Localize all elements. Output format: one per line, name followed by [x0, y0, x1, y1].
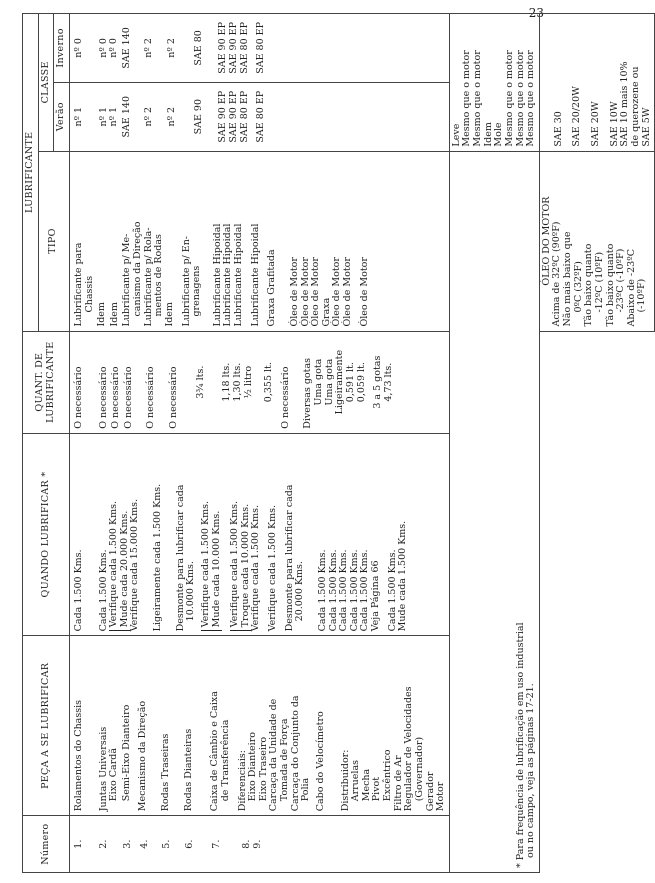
tipo-item: Óleo de Motor	[331, 257, 343, 327]
peca-item: Rodas Traseiras	[160, 733, 171, 812]
classe-misc-item: Mesmo que o motor	[525, 50, 537, 147]
peca-item: Diferenciais:	[236, 750, 248, 812]
quando-item: Cada 1.500 Kms.	[327, 549, 339, 632]
peca-item: Rodas Dianteiras	[182, 728, 194, 812]
tipo-column	[69, 151, 449, 331]
quant-item: 3¾ lts.	[194, 365, 206, 399]
tipo-item: Lubrificante Hipoidal	[233, 223, 244, 327]
quant-item: O necessário	[122, 366, 134, 429]
row-number: 3.	[122, 839, 134, 849]
quando-item: Troque cada 10.000 Kms.	[239, 503, 251, 628]
header-inverno: Inverno	[54, 14, 70, 83]
quant-item: Uma gota	[323, 358, 335, 406]
tipo-item: Lubrificante para	[72, 242, 84, 327]
quando-item: Cada 1.500 Kms.	[386, 549, 398, 632]
quando-brace	[201, 501, 222, 631]
oleo-grade: SAE 5W	[640, 107, 652, 147]
quant-item: 4,73 lts.	[382, 362, 394, 402]
inverno-item: nº 2	[143, 38, 155, 58]
quando-item: Verifique cada 15.000 Kms.	[129, 498, 141, 632]
peca-item: Carcaça da Unidade de	[268, 698, 280, 812]
numero-column	[69, 816, 449, 873]
footnote-cell	[449, 151, 539, 872]
peca-item: Mecanismo da Direção	[137, 700, 149, 812]
tipo-item: Lubrificante Hipoidal	[222, 223, 234, 327]
classe-misc-item: Mesmo que o motor	[503, 50, 515, 147]
peca-item: Regulador de Velocidades	[403, 686, 415, 812]
oleo-grade: SAE 30	[552, 111, 564, 147]
peca-item: Excêntrico	[382, 749, 393, 802]
tipo-item: Óleo de Motor	[288, 257, 300, 327]
classe-misc-item: Mesmo que o motor	[514, 50, 526, 147]
oleo-condition: -23ºC (-10ºF)	[615, 248, 627, 313]
tipo-item: Óleo de Motor	[299, 257, 311, 327]
oleo-grade: SAE 10 mais 10%	[619, 61, 631, 147]
tipo-item: Graxa Grafitada	[266, 249, 278, 327]
row-number: 2.	[97, 839, 109, 849]
peca-item: Juntas Universais	[97, 726, 109, 812]
row-number: 1.	[72, 839, 84, 849]
quant-item: 0,355 lt.	[263, 362, 275, 403]
quando-item: 10.000 Kms.	[185, 561, 197, 622]
quant-item: Diversas gotas	[302, 357, 314, 429]
verao-item: nº 1	[72, 106, 84, 127]
row-number: 4.	[138, 839, 150, 849]
header-quant: QUANT. DE LUBRIFICANTE	[23, 331, 70, 433]
oleo-condition: Tão baixo quanto	[604, 243, 616, 327]
inverno-item: SAE 90 EP	[227, 22, 239, 74]
oleo-condition: Não mais baixo que	[562, 231, 573, 327]
verao-item: nº 1	[97, 106, 109, 127]
quant-item: O necessário	[279, 366, 291, 429]
quant-item: Uma gota	[313, 358, 324, 406]
classe-misc-item: Mole	[493, 122, 505, 147]
verao-item: SAE 90	[192, 99, 204, 135]
oleo-grades-cell	[539, 14, 654, 152]
classe-misc-cell	[449, 14, 539, 152]
quant-item: 0,059 lt.	[355, 362, 367, 403]
quando-item: Cada 1.500 Kms.	[97, 549, 109, 632]
header-tipo: TIPO	[38, 151, 69, 331]
peca-item: Arruelas	[350, 760, 362, 802]
peca-item: Filtro de Ar	[392, 755, 404, 812]
peca-item: Polia	[300, 777, 312, 802]
inverno-item: nº 0	[108, 38, 120, 58]
quando-brace	[109, 501, 130, 631]
tipo-item: grenagens	[191, 265, 203, 317]
quando-item: Cada 1.500 Kms.	[316, 549, 328, 632]
quant-item: 1,18 lts.	[221, 362, 233, 402]
peca-item: Eixo Traseiro	[257, 736, 269, 802]
inverno-item: nº 2	[166, 38, 177, 58]
quando-item: Verifique cada 1.500 Kms.	[108, 501, 120, 628]
quando-item: Mude cada 10.000 Kms.	[210, 510, 222, 628]
quando-item: Verifique cada 1.500 Kms.	[267, 505, 278, 632]
quant-item: O necessário	[145, 366, 157, 429]
quando-column	[69, 433, 449, 636]
tipo-item: Lubrificante p/ Me-	[121, 233, 133, 327]
quando-item: Ligeiramente cada 1.500 Kms.	[152, 483, 163, 632]
classe-misc-item: Leve	[450, 123, 462, 147]
classe-misc-item: Mesmo que o motor	[461, 50, 473, 147]
peca-item: Semi-Eixo Dianteiro	[120, 704, 132, 802]
oleo-condition: Tão baixo quanto	[583, 243, 595, 327]
verao-item: nº 1	[108, 106, 120, 127]
quando-item: 20.000 Kms.	[294, 561, 306, 622]
inverno-item: SAE 90 EP	[217, 22, 229, 74]
header-classe: CLASSE	[38, 14, 54, 152]
quando-item: Cada 1.500 Kms.	[72, 549, 84, 632]
oleo-condition: Abaixo de -23ºC	[625, 249, 637, 327]
quant-item: 3 a 5 gotas	[372, 355, 384, 409]
quando-item: Cada 1.500 Kms.	[348, 549, 360, 632]
peca-item: Carcaça do Conjunto da	[289, 695, 301, 812]
inverno-column	[69, 14, 449, 83]
oleo-grade: SAE 20/20W	[571, 86, 583, 147]
quant-item: Ligeiramente	[334, 349, 346, 415]
oleo-condition: 0ºC (32ºF)	[572, 261, 584, 313]
verao-item: SAE 90 EP	[217, 90, 229, 143]
header-verao: Verão	[54, 82, 70, 151]
tipo-item: Idem	[108, 302, 120, 327]
inverno-item: nº 0	[72, 38, 84, 58]
lubrication-table	[22, 13, 655, 873]
quant-column	[69, 331, 449, 433]
oleo-spacer	[539, 331, 654, 872]
verao-item: SAE 80 EP	[238, 90, 250, 143]
tipo-item: canismo da Direção	[132, 221, 143, 317]
oleo-grade: SAE 10W	[608, 101, 620, 147]
inverno-item: SAE 80 EP	[238, 22, 250, 74]
tipo-item: Lubrificante p/ Rola-	[142, 227, 154, 327]
quant-item: O necessário	[110, 366, 122, 429]
oleo-motor-title: ÓLEO DO MOTOR	[540, 196, 552, 286]
tipo-item: mentos de Rodas	[153, 234, 165, 317]
verao-item: nº 2	[166, 106, 177, 127]
inverno-item: SAE 80 EP	[255, 22, 267, 74]
peca-item: Eixo Dianteiro	[247, 732, 259, 802]
quant-item: 1,30 lts.	[231, 362, 243, 402]
header-peca: PEÇA A SE LUBRIFICAR	[23, 636, 70, 816]
quando-item: Desmonte para lubrificar cada	[283, 484, 295, 632]
row-number: 9.	[251, 839, 263, 849]
header-lubrificante: LUBRIFICANTE	[23, 14, 39, 332]
tipo-item: Graxa	[320, 297, 332, 327]
quant-item: 0,591 lt.	[344, 362, 356, 403]
tipo-item: Óleo de Motor	[310, 257, 322, 327]
row-number: 5.	[161, 839, 173, 849]
oleo-condition: -12ºC (10ºF)	[593, 251, 605, 313]
peca-item: Distribuidor:	[339, 749, 351, 812]
quando-brace	[230, 501, 251, 631]
quant-item: O necessário	[168, 366, 179, 429]
quant-item: ½ litro	[242, 365, 254, 399]
peca-item: Pivot	[371, 776, 383, 802]
footnote-line: * Para frequência de lubrificação em uso industrial	[514, 622, 526, 868]
row-number: 8.	[241, 839, 253, 849]
quando-item: Verifique cada 1.500 Kms.	[199, 501, 211, 628]
quando-item: Mude cada 1.500 Kms.	[397, 520, 409, 632]
quando-item: Cada 1.500 Kms.	[338, 549, 350, 632]
verao-item: SAE 80 EP	[255, 90, 267, 143]
tipo-item: Idem	[96, 302, 108, 327]
classe-misc-item: Mesmo que o motor	[472, 50, 483, 147]
peca-item: (Governador)	[413, 736, 425, 802]
tipo-item: Óleo de Motor	[358, 257, 370, 327]
peca-item: Eixo Cardã	[108, 747, 120, 802]
quando-item: Verifique cada 1.500 Kms.	[229, 501, 241, 628]
peca-item: Gerador	[424, 771, 436, 812]
peca-item: Rolamentos do Chassis	[72, 699, 84, 812]
tipo-item: Lubrificante p/ En-	[180, 235, 192, 327]
oleo-conditions-cell	[539, 151, 654, 331]
oleo-grade: SAE 20W	[590, 101, 601, 147]
peca-item: Caixa de Câmbio e Caixa	[209, 691, 221, 812]
page-number: 23	[528, 6, 544, 20]
tipo-item: Lubrificante Hipoidal	[249, 223, 261, 327]
quando-item: Verifique cada 1.500 Kms.	[250, 505, 262, 632]
tipo-item: Óleo de Motor	[342, 257, 353, 327]
peca-item: Tomada de Força	[279, 718, 290, 802]
header-quando: QUANDO LUBRIFICAR *	[23, 433, 70, 636]
tipo-item: Chassis	[83, 275, 95, 313]
row-number: 6.	[184, 839, 195, 849]
oleo-condition: (-10ºF)	[636, 278, 648, 313]
quando-item: Cada 1.500 Kms.	[359, 549, 371, 632]
quando-item: Desmonte para lubrificar cada	[174, 484, 186, 632]
quant-item: O necessário	[97, 366, 109, 429]
inverno-item: SAE 80	[192, 30, 204, 66]
classe-misc-item: Idem	[482, 122, 494, 147]
header-numero: Número	[23, 816, 70, 873]
verao-item: SAE 90 EP	[227, 90, 239, 143]
footnote-line: ou no campo, veja as páginas 17-21.	[525, 683, 537, 858]
quando-item: Veja Página 66	[370, 560, 381, 632]
row-number: 7.	[210, 839, 222, 849]
verao-item: SAE 140	[120, 95, 132, 138]
oleo-condition: Acima de 32ºC (90ºF)	[551, 221, 563, 327]
quant-item: O necessário	[72, 366, 84, 429]
peca-item: Mecha	[360, 768, 372, 802]
rotated-table-wrapper	[22, 13, 652, 873]
peca-item: Cabo do Velocímetro	[314, 711, 326, 812]
inverno-item: nº 0	[97, 38, 109, 58]
quando-item: Mude cada 20.000 Kms.	[118, 510, 130, 628]
peca-item: Motor	[435, 781, 447, 812]
tipo-item: Idem	[163, 302, 175, 327]
verao-item: nº 2	[143, 106, 155, 127]
peca-item: de Transferência	[219, 719, 231, 802]
verao-column	[69, 82, 449, 151]
oleo-grade: de querozene ou	[629, 66, 641, 147]
peca-column	[69, 636, 449, 816]
inverno-item: SAE 140	[120, 27, 132, 69]
tipo-item: Lubrificante Hipoidal	[211, 223, 223, 327]
